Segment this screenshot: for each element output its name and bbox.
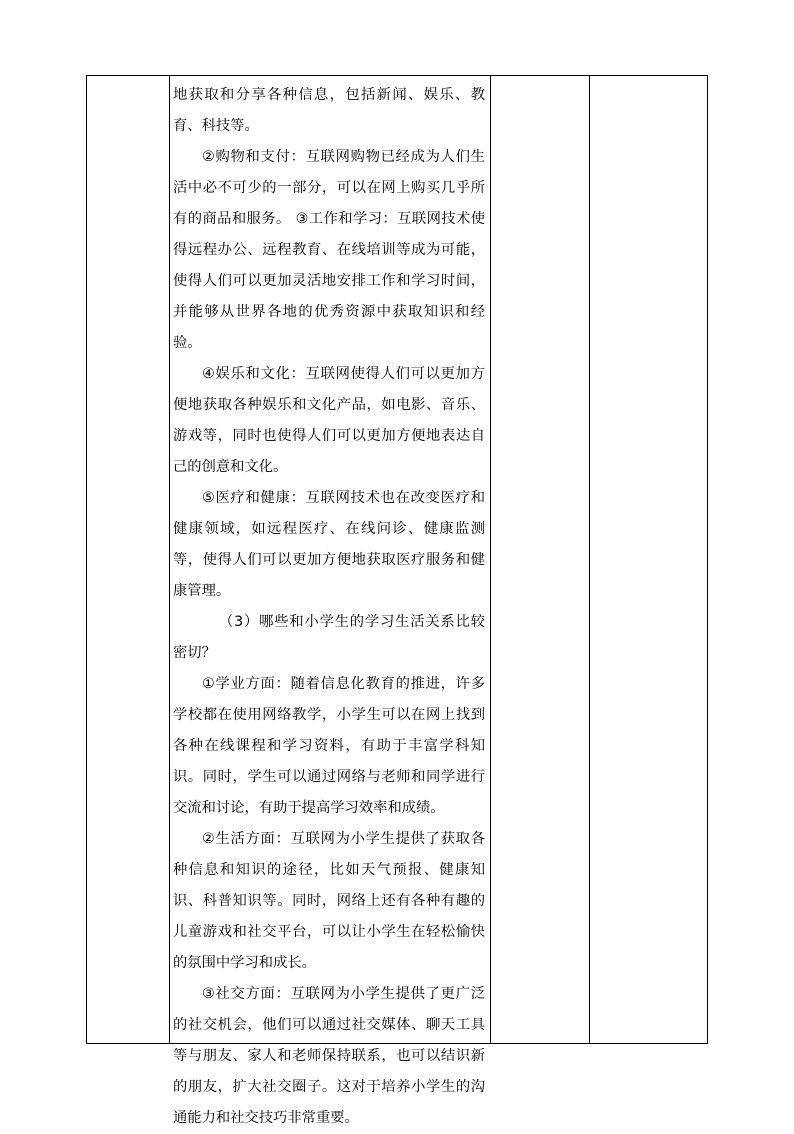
column-divider [589,76,590,1043]
paragraph: ⑤医疗和健康：互联网技术也在改变医疗和健康领域，如远程医疗、在线问诊、健康监测等，使得人们可以更加方便地获取医疗服务和健康管理。 [173,490,485,599]
paragraph: ③社交方面：互联网为小学生提供了更广泛的社交机会，他们可以通过社交媒体、聊天工具等与朋友、家人和老师保持联系，也可以结识新的朋友，扩大社交圈子。这对于培养小学生的沟通能力和社交技巧非常重要。 [173,986,485,1126]
paragraph: ④娱乐和文化：互联网使得人们可以更加方便地获取各种娱乐和文化产品，如电影、音乐、游戏等，同时也使得人们可以更加方便地表达自己的创意和文化。 [173,366,485,475]
question-heading: （3）哪些和小学生的学习生活关系比较密切？ [173,614,485,661]
content-cell [169,76,491,1134]
paragraph: 地获取和分享各种信息，包括新闻、娱乐、教育、科技等。 [173,87,485,134]
paragraph: ②生活方面：互联网为小学生提供了获取各种信息和知识的途径，比如天气预报、健康知识、科普知识等。同时，网络上还有各种有趣的儿童游戏和社交平台，可以让小学生在轻松愉快的氛围中学习和成长。 [173,831,485,971]
lesson-table [86,75,708,1126]
paragraph: ②购物和支付：互联网购物已经成为人们生活中必不可少的一部分，可以在网上购买几乎所有的商品和服务。 ③工作和学习：互联网技术使得远程办公、远程教育、在线培训等成为可能，使得人们可以更加灵活地安排工作和学习时间，并能够从世界各地的优秀资源中获取知识和经验。 [173,149,485,351]
paragraph: ①学业方面：随着信息化教育的推进，许多学校都在使用网络教学，小学生可以在网上找到各种在线课程和学习资料，有助于丰富学科知识。同时，学生可以通过网络与老师和同学进行交流和讨论，有助于提高学习效率和成绩。 [173,676,485,816]
